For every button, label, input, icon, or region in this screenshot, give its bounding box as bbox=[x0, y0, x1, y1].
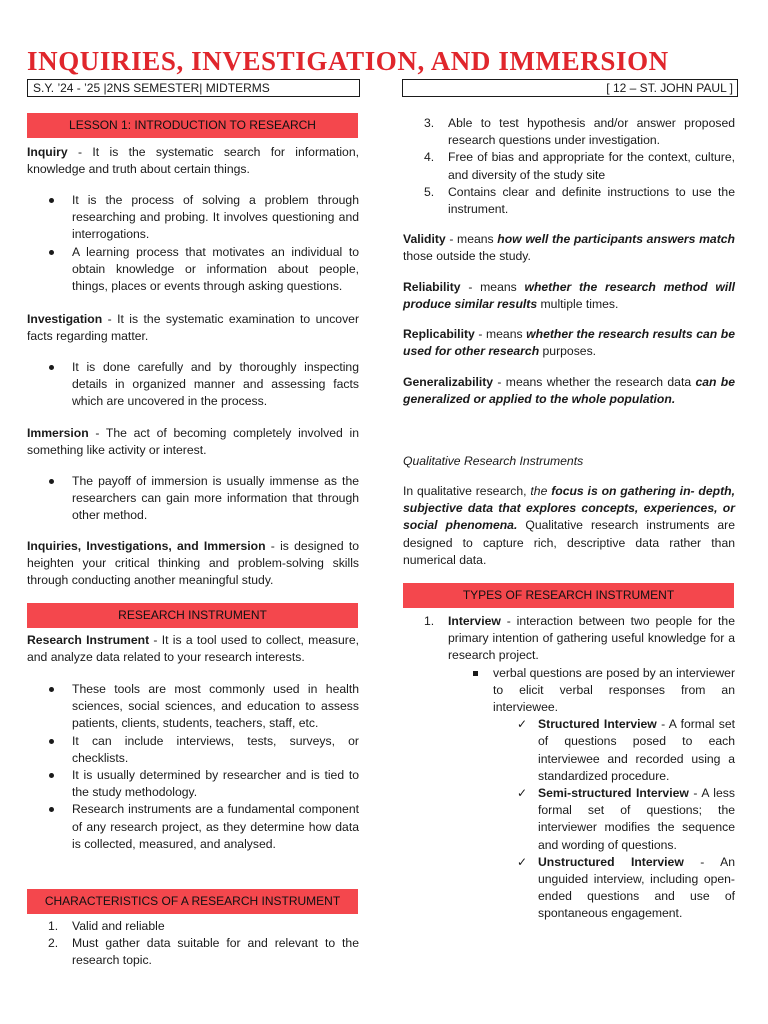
replicability-term: Replicability bbox=[403, 327, 475, 341]
interview-type-text: - A formal set of questions posed to each interviewee and recorded using a standardized procedure. bbox=[538, 717, 735, 783]
instrument-bullets bbox=[27, 681, 359, 853]
instrument-text: - It is a tool used to collect, measure, and analyze data related to your research interests. bbox=[27, 633, 359, 665]
qual-emphasis: focus is on gathering in- depth, subjective data that explores concepts, experiences, or social phenomena. bbox=[403, 484, 735, 533]
qual-text: In qualitative research, bbox=[403, 484, 531, 498]
validity-text: - means bbox=[445, 232, 498, 246]
list-item: Research instruments are a fundamental component of any research project, as they determine how data is collected, measured, and analysed. bbox=[27, 801, 359, 853]
check-icon: ✓ bbox=[517, 717, 528, 732]
validity-term: Validity bbox=[403, 232, 446, 246]
investigation-text: - It is the systematic examination to uncover facts regarding matter. bbox=[27, 312, 359, 344]
list-item: The payoff of immersion is usually immense as the researchers can gain more information that through other method. bbox=[27, 473, 359, 525]
reliability-text: - means bbox=[460, 280, 525, 294]
list-number: 5. bbox=[424, 184, 435, 199]
reliability-term: Reliability bbox=[403, 280, 461, 294]
immersion-definition bbox=[27, 425, 359, 459]
list-item bbox=[403, 115, 735, 149]
interview-type-text: - A less formal set of questions; the interviewer modifies the sequence and wording of questions. bbox=[538, 786, 735, 852]
list-item bbox=[403, 854, 735, 923]
list-item bbox=[27, 935, 359, 969]
validity-definition bbox=[403, 231, 735, 265]
check-icon: ✓ bbox=[517, 854, 528, 869]
list-item: A learning process that motivates an individual to obtain knowledge or information about people, things, places or events through asking questions. bbox=[27, 244, 359, 296]
investigation-term: Investigation bbox=[27, 312, 103, 326]
list-number: 1. bbox=[424, 614, 435, 628]
replicability-emphasis: whether the research results can be used for other research bbox=[403, 327, 735, 359]
iii-definition bbox=[27, 538, 359, 590]
generalizability-text: - means whether the research data bbox=[493, 375, 696, 389]
list-text: Valid and reliable bbox=[72, 919, 165, 933]
list-number: 1. bbox=[48, 919, 59, 933]
list-item: It is the process of solving a problem through researching and probing. It involves questioning and interrogations. bbox=[27, 192, 359, 244]
list-item bbox=[403, 785, 735, 854]
list-text: Contains clear and definite instructions to use the instrument. bbox=[448, 184, 735, 217]
characteristics-list bbox=[27, 918, 359, 970]
qualitative-title: Qualitative Research Instruments bbox=[403, 454, 584, 468]
replicability-definition bbox=[403, 326, 735, 360]
qual-text-italic: the bbox=[530, 484, 552, 498]
iii-term: Inquiries, Investigations, and Immersion bbox=[27, 539, 266, 553]
list-item bbox=[403, 149, 735, 183]
inquiry-definition bbox=[27, 144, 359, 178]
lesson-header: LESSON 1: INTRODUCTION TO RESEARCH bbox=[27, 113, 358, 138]
interview-item bbox=[403, 613, 735, 923]
immersion-bullets bbox=[27, 473, 359, 525]
interview-type-term: Semi-structured Interview bbox=[538, 786, 689, 801]
list-number: 4. bbox=[424, 150, 435, 165]
inquiry-bullets bbox=[27, 192, 359, 295]
check-icon: ✓ bbox=[517, 786, 528, 801]
generalizability-definition bbox=[403, 374, 735, 408]
validity-emphasis: how well the participants answers match bbox=[497, 232, 735, 246]
interview-text: - interaction between two people for the primary intention of gathering useful knowledge for a research project. bbox=[448, 614, 735, 663]
replicability-text: - means bbox=[474, 327, 527, 341]
interview-type-term: Unstructured Interview bbox=[538, 854, 684, 869]
list-text: Free of bias and appropriate for the context, culture, and diversity of the study site bbox=[448, 150, 735, 182]
generalizability-emphasis: can be generalized or applied to the whole population. bbox=[403, 375, 735, 407]
list-item bbox=[403, 613, 735, 665]
characteristics-list-continued bbox=[403, 115, 735, 218]
types-header: TYPES OF RESEARCH INSTRUMENT bbox=[403, 583, 734, 608]
list-item bbox=[403, 184, 735, 218]
research-instrument-definition bbox=[27, 632, 359, 666]
list-item: It can include interviews, tests, surveys, or checklists. bbox=[27, 733, 359, 767]
list-item: It is usually determined by researcher and is tied to the study methodology. bbox=[27, 767, 359, 801]
list-item bbox=[403, 716, 735, 785]
generalizability-term: Generalizability bbox=[403, 375, 494, 389]
document-title: INQUIRIES, INVESTIGATION, AND IMMERSION bbox=[27, 46, 669, 76]
immersion-text: - The act of becoming completely involved in something like activity or interest. bbox=[27, 426, 359, 458]
immersion-term: Immersion bbox=[27, 426, 89, 440]
list-number: 2. bbox=[48, 936, 59, 951]
list-number: 3. bbox=[424, 116, 435, 130]
inquiry-term: Inquiry bbox=[27, 145, 68, 159]
reliability-emphasis: whether the research method will produce similar results bbox=[403, 280, 735, 312]
interview-term: Interview bbox=[448, 614, 501, 628]
list-item bbox=[27, 918, 359, 935]
qualitative-paragraph bbox=[403, 483, 735, 569]
characteristics-header: CHARACTERISTICS OF A RESEARCH INSTRUMENT bbox=[27, 889, 358, 914]
investigation-definition bbox=[27, 311, 359, 345]
semester-label: S.Y. ’24 - ’25 |2NS SEMESTER| MIDTERMS bbox=[27, 79, 360, 97]
replicability-text-end: purposes. bbox=[539, 344, 597, 359]
section-label: [ 12 – ST. JOHN PAUL ] bbox=[402, 79, 738, 97]
inquiry-text: - It is the systematic search for information, knowledge and truth about certain things. bbox=[27, 145, 359, 177]
qual-text-end: Qualitative research instruments are designed to capture rich, descriptive data rather than numerical data. bbox=[403, 518, 735, 567]
list-item: It is done carefully and by thoroughly inspecting details in organized manner and assessing facts which are uncovered in the process. bbox=[27, 359, 359, 411]
list-item: verbal questions are posed by an interviewer to elicit verbal responses from an interviewee. bbox=[403, 665, 735, 717]
validity-text-end: those outside the study. bbox=[403, 249, 531, 264]
investigation-bullets bbox=[27, 359, 359, 411]
list-item: These tools are most commonly used in health sciences, social sciences, and education to assess patients, clients, students, teachers, staff, etc. bbox=[27, 681, 359, 733]
iii-text: - is designed to heighten your critical thinking and problem-solving skills through conducting another meaningful study. bbox=[27, 539, 360, 588]
reliability-definition bbox=[403, 279, 735, 313]
list-text: Must gather data suitable for and relevant to the research topic. bbox=[72, 936, 359, 968]
research-instrument-header: RESEARCH INSTRUMENT bbox=[27, 603, 358, 628]
list-text: Able to test hypothesis and/or answer proposed research questions under investigation. bbox=[448, 116, 735, 148]
interview-type-term: Structured Interview bbox=[538, 717, 657, 732]
instrument-term: Research Instrument bbox=[27, 633, 150, 647]
interview-type-text: - An unguided interview, including open-ended questions and use of spontaneous engagement. bbox=[538, 854, 735, 921]
reliability-text-end: multiple times. bbox=[537, 297, 619, 312]
